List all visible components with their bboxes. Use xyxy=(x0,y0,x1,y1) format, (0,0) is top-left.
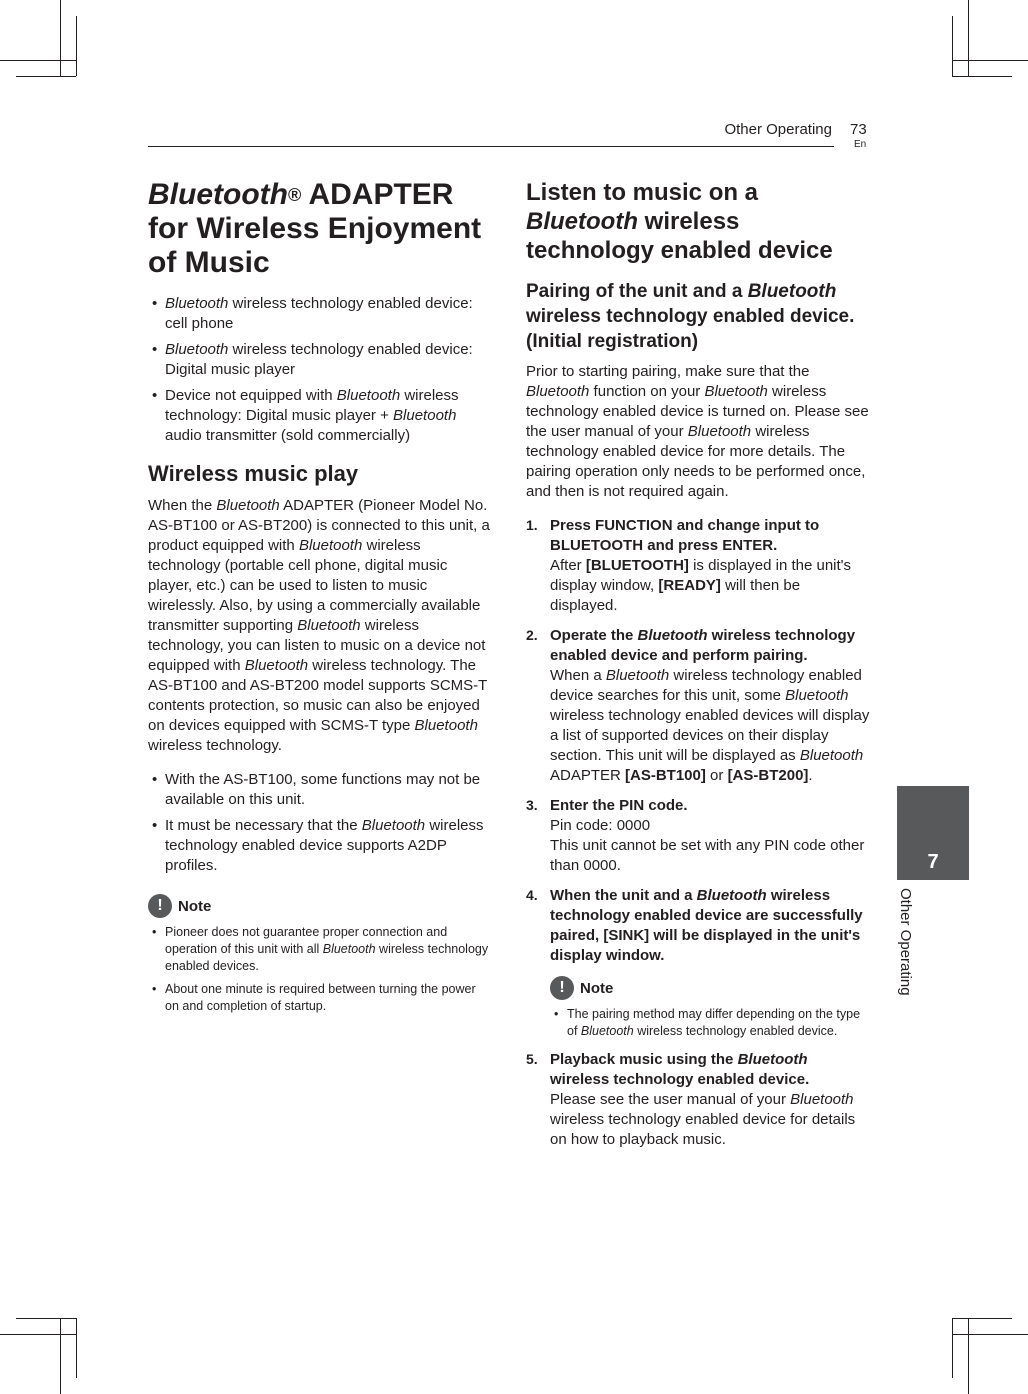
step-body: After [BLUETOOTH] is displayed in the unit's display window, [READY] will then be displayed. xyxy=(550,557,852,614)
list-item: • Pioneer does not guarantee proper connection and operation of this unit with all Bluetooth wireless technology enabled devices. xyxy=(148,924,492,975)
list-item: • About one minute is required between turning the power on and completion of startup. xyxy=(148,981,492,1015)
step-number: 5. xyxy=(526,1051,538,1067)
wireless-heading: Wireless music play xyxy=(148,461,359,486)
exclamation-icon: ! xyxy=(550,976,574,1000)
page-language: En xyxy=(854,139,867,150)
list-item: • With the AS-BT100, some functions may not be available on this unit. xyxy=(148,770,492,810)
crop-mark xyxy=(76,1318,77,1378)
list-item: • Device not equipped with Bluetooth wireless technology: Digital music player + Bluetooth audio transmitter (sold commercially) xyxy=(148,386,492,446)
exclamation-icon: ! xyxy=(148,894,172,918)
step-title: Operate the Bluetooth wireless technology enabled device and perform pairing. xyxy=(550,627,856,664)
step-note xyxy=(550,976,870,1040)
list-item: • Bluetooth wireless technology enabled device: Digital music player xyxy=(148,340,492,380)
step-title: Playback music using the Bluetooth wireless technology enabled device. xyxy=(550,1051,810,1088)
crop-mark xyxy=(16,76,76,77)
crop-mark xyxy=(0,1334,76,1335)
step-body: This unit cannot be set with any PIN code other than 0000. xyxy=(550,837,865,874)
device-list xyxy=(148,294,492,446)
note-list xyxy=(550,1006,870,1040)
page-number: 73 xyxy=(850,121,867,138)
step-title: Press FUNCTION and change input to BLUETOOTH and press ENTER. xyxy=(550,517,820,554)
header-rule xyxy=(148,146,834,147)
crop-mark xyxy=(0,60,76,61)
step-body: Pin code: 0000 xyxy=(550,817,651,834)
section-title: Bluetooth® ADAPTER for Wireless Enjoyment of Music xyxy=(148,178,482,279)
list-item: • It must be necessary that the Bluetooth wireless technology enabled device supports A2DP profiles. xyxy=(148,816,492,876)
step-body: Please see the user manual of your Bluetooth wireless technology enabled device for details on how to playback music. xyxy=(550,1091,856,1148)
note-heading xyxy=(550,976,870,1000)
notes-list xyxy=(148,770,492,876)
listen-heading: Listen to music on a Bluetooth wireless technology enabled device xyxy=(526,179,833,264)
crop-mark xyxy=(76,16,77,76)
pairing-steps xyxy=(526,516,870,1150)
list-item: • The pairing method may differ depending on the type of Bluetooth wireless technology enabled device. xyxy=(550,1006,870,1040)
right-column xyxy=(526,178,870,1160)
step-item xyxy=(526,516,870,616)
note-list xyxy=(148,924,492,1015)
crop-mark xyxy=(16,1318,76,1319)
wireless-paragraph: When the Bluetooth ADAPTER (Pioneer Model No. AS-BT100 or AS-BT200) is connected to this unit, a product equipped with Bluetooth wireless technology (portable cell phone, digital music player, etc.) can be used to listen to music wirelessly. Also, by using a commercially available transmitter supporting Bluetooth wireless technology, you can listen to music on a device not equipped with Bluetooth wireless technology. The AS-BT100 and AS-BT200 model supports SCMS-T contents protection, so music can also be enjoyed on devices equipped with SCMS-T type Bluetooth wireless technology. xyxy=(148,497,490,754)
crop-mark xyxy=(60,1318,61,1394)
note-label: Note xyxy=(580,979,614,997)
step-number: 2. xyxy=(526,627,538,643)
step-body: When a Bluetooth wireless technology enabled device searches for this unit, some Bluetooth wireless technology enabled devices will display a list of supported devices on their display section. This unit will be displayed as Bluetooth ADAPTER [AS-BT100] or [AS-BT200]. xyxy=(550,667,870,784)
crop-mark xyxy=(952,76,1012,77)
crop-mark xyxy=(968,1318,969,1394)
step-item xyxy=(526,886,870,1040)
crop-mark xyxy=(952,1318,1012,1319)
step-item xyxy=(526,626,870,786)
crop-mark xyxy=(968,0,969,76)
step-item xyxy=(526,1050,870,1150)
step-title: When the unit and a Bluetooth wireless technology enabled device are successfully paired, [SINK] will be displayed in the unit's display window. xyxy=(550,887,863,964)
crop-mark xyxy=(952,60,1028,61)
step-item xyxy=(526,796,870,876)
left-column xyxy=(148,178,492,1021)
step-number: 4. xyxy=(526,887,538,903)
note-label: Note xyxy=(178,897,212,915)
crop-mark xyxy=(952,1318,953,1378)
crop-mark xyxy=(952,1334,1028,1335)
pairing-intro: Prior to starting pairing, make sure that the Bluetooth function on your Bluetooth wireless technology enabled device is turned on. Please see the user manual of your Bluetooth wireless technology enabled device for more details. The pairing operation only needs to be performed once, and then is not required again. xyxy=(526,363,869,500)
crop-mark xyxy=(60,0,61,76)
note-heading xyxy=(148,894,492,918)
list-item: • Bluetooth wireless technology enabled device: cell phone xyxy=(148,294,492,334)
pairing-heading: Pairing of the unit and a Bluetooth wireless technology enabled device. (Initial registration) xyxy=(526,281,855,352)
chapter-tab xyxy=(897,786,969,880)
header-section-title: Other Operating xyxy=(724,121,832,138)
step-number: 1. xyxy=(526,517,538,533)
step-number: 3. xyxy=(526,797,538,813)
chapter-label: Other Operating xyxy=(897,888,914,996)
chapter-number: 7 xyxy=(927,851,939,873)
step-title: Enter the PIN code. xyxy=(550,797,688,814)
crop-mark xyxy=(952,16,953,76)
